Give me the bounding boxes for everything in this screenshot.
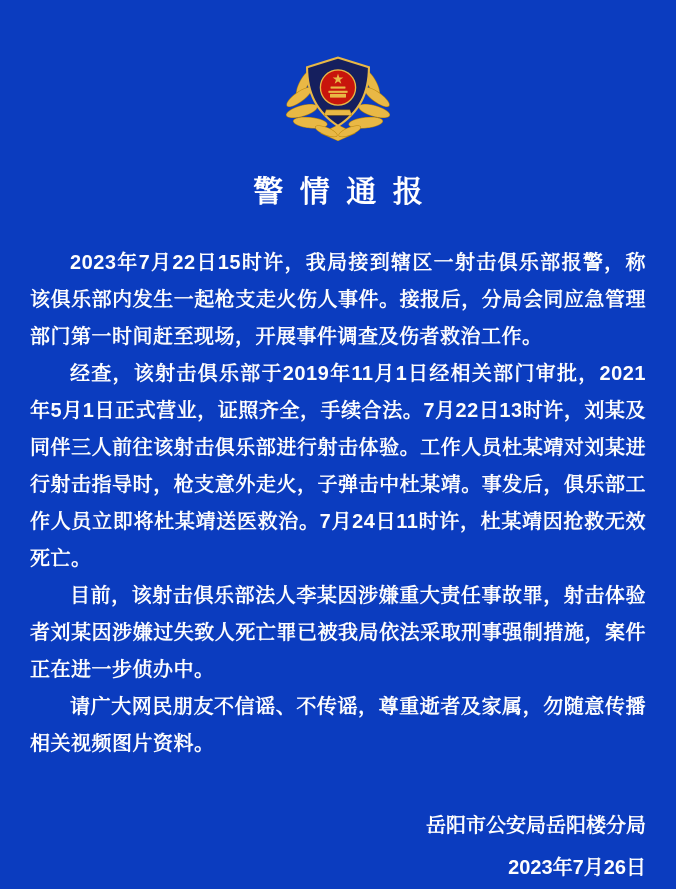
notice-footer — [0, 805, 676, 889]
notice-title: 警情通报 — [253, 176, 440, 209]
notice-body — [0, 245, 676, 763]
notice-paragraph-1: 2023年7月22日15时许，我局接到辖区一射击俱乐部报警，称该俱乐部内发生一起枪支走火伤人事件。接报后，分局会同应急管理部门第一时间赶至现场，开展事件调查及伤者救治工作。 — [30, 252, 646, 348]
notice-paragraph-4: 请广大网民朋友不信谣、不传谣，尊重逝者及家属，勿随意传播相关视频图片资料。 — [30, 696, 646, 755]
issue-date: 2023年7月26日 — [508, 857, 646, 879]
police-badge — [279, 47, 397, 143]
notice-paragraph-2: 经查，该射击俱乐部于2019年11月1日经相关部门审批，2021年5月1日正式营业，证照齐全，手续合法。7月22日13时许，刘某及同伴三人前往该射击俱乐部进行射击体验。工作人员杜某靖对刘某进行射击指导时，枪支意外走火，子弹击中杜某靖。事发后，俱乐部工作人员立即将杜某靖送医救治。7月24日11时许，杜某靖因抢救无效死亡。 — [30, 363, 646, 570]
police-badge-icon — [279, 47, 397, 143]
issuing-authority: 岳阳市公安局岳阳楼分局 — [426, 815, 646, 837]
notice-paragraph-3: 目前，该射击俱乐部法人李某因涉嫌重大责任事故罪，射击体验者刘某因涉嫌过失致人死亡罪已被我局依法采取刑事强制措施，案件正在进一步侦办中。 — [30, 585, 646, 681]
police-notice-page — [0, 47, 676, 879]
